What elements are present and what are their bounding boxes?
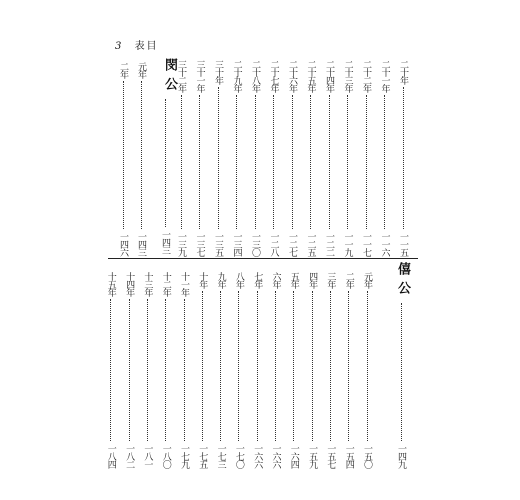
toc-page-ref: 一八〇 [160,444,171,468]
toc-year-label: 二十四年 [324,60,334,92]
dot-leader [184,299,185,441]
dot-leader [275,291,276,441]
toc-entry [118,62,128,256]
dot-leader [330,291,331,441]
toc-year-label: 十三年 [142,272,153,296]
dot-leader [292,95,293,229]
toc-entry [124,272,134,468]
toc-page-ref: 一三四 [231,232,242,256]
toc-entry [325,272,335,468]
toc-page-ref: 一六六 [252,444,263,468]
dot-leader [110,299,111,441]
toc-entry [306,60,316,256]
toc-entry [307,272,317,468]
toc-entry [142,272,152,468]
toc-entry [213,60,223,256]
toc-year-label: 元年 [362,272,372,288]
toc-year-label: 二十五年 [305,60,316,92]
toc-page-ref: 一四三 [136,232,146,256]
dot-leader [348,291,349,441]
dot-leader [310,95,311,229]
dot-leader [329,95,330,229]
toc-entry [136,62,146,256]
dot-leader [141,81,142,229]
toc-year-label: 九年 [215,272,226,288]
toc-year-label: 十五年 [105,272,116,296]
toc-page-ref: 一八一 [142,444,153,468]
dot-leader [367,291,368,441]
toc-page-ref: 一一五 [398,232,408,256]
toc-year-label: 三十一年 [194,60,205,92]
toc-year-label: 八年 [233,272,244,288]
toc-year-label: 二十六年 [287,60,297,92]
dot-leader [165,99,166,227]
toc-year-label: 五年 [288,272,299,288]
section-title-xi: 僖公 [395,262,410,300]
toc-page-ref: 一二五 [305,232,316,256]
toc-page-ref: 一七三 [215,444,226,468]
toc-entry [252,272,262,468]
toc-page-ref: 一三五 [213,232,223,256]
toc-entry [161,272,171,468]
toc-entry [179,272,189,468]
toc-entry [106,272,116,468]
dot-leader [293,291,294,441]
toc-page-ref: 一五四 [343,444,354,468]
toc-entry [362,272,372,468]
toc-entry [287,60,297,256]
toc-page-ref: 一五七 [325,444,336,468]
dot-leader [366,95,367,229]
dot-leader [347,95,348,229]
toc-entry [269,60,279,256]
dot-leader [129,299,130,441]
toc-page-ref: 一二二 [324,232,334,256]
toc-year-label: 十一年 [179,272,189,296]
toc-entry [232,60,242,256]
dot-leader [238,291,239,441]
dot-leader [181,95,182,229]
dot-leader [123,81,124,229]
toc-page-ref: 一三七 [194,232,205,256]
toc-entry [216,272,226,468]
toc-entry [344,272,354,468]
toc-year-label: 十四年 [124,272,135,296]
toc-page-ref: 一七〇 [233,444,244,468]
dot-leader [199,95,200,229]
page-number: 3 [115,41,124,52]
section-divider [108,258,418,259]
toc-entry [271,272,281,468]
dot-leader [220,291,221,441]
toc-page-ref: 一三〇 [250,232,260,256]
toc-page-ref: 一八二 [124,444,135,468]
toc-page-ref: 一七五 [197,444,208,468]
toc-year-label: 二十一年 [379,60,390,92]
toc-year-label: 元年 [136,62,146,78]
toc-page-ref: 一六四 [288,444,299,468]
toc-year-label: 二十八年 [250,60,260,92]
toc-page-ref: 一五〇 [362,444,372,468]
toc-year-label: 十二年 [160,272,171,296]
dot-leader [236,95,237,229]
toc-page-ref: 一四九 [396,444,406,468]
toc-year-label: 二十七年 [268,60,279,92]
dot-leader [273,95,274,229]
toc-page-ref: 一七九 [179,444,189,468]
section-min-leader [160,96,170,254]
toc-page-ref: 一六六 [270,444,281,468]
toc-page-ref: 一二七 [287,232,297,256]
dot-leader [218,87,219,229]
toc-entry [197,272,207,468]
toc-entry [361,60,371,256]
page-header [115,37,159,52]
toc-entry [289,272,299,468]
toc-year-label: 六年 [270,272,281,288]
toc-page-ref: 一一七 [361,232,371,256]
toc-year-label: 二年 [343,272,354,288]
toc-year-label: 三十年 [213,60,223,84]
dot-leader [403,87,404,229]
toc-entry [398,60,408,256]
toc-entry [195,60,205,256]
toc-entry [234,272,244,468]
toc-entry [250,60,260,256]
toc-page-ref: 一四六 [118,232,128,256]
toc-year-label: 二十年 [398,60,408,84]
dot-leader [147,299,148,441]
toc-page-ref: 一五九 [307,444,318,468]
toc-year-label: 三年 [325,272,336,288]
toc-year-label: 二年 [118,62,128,78]
dot-leader [255,95,256,229]
dot-leader [257,291,258,441]
toc-year-label: 二十九年 [231,60,242,92]
dot-leader [384,95,385,229]
toc-page-ref: 一三九 [176,232,186,256]
toc-entry [324,60,334,256]
page-title: 表目 [134,41,159,52]
toc-page-ref: 一一九 [342,232,353,256]
toc-page-ref: 一四三 [160,230,170,254]
toc-year-label: 三十二年 [176,60,186,92]
dot-leader [312,291,313,441]
toc-year-label: 二十二年 [361,60,371,92]
toc-entry [380,60,390,256]
section-title-min: 閔公 [162,58,177,96]
toc-year-label: 二十三年 [342,60,353,92]
toc-year-label: 四年 [307,272,318,288]
toc-entry [343,60,353,256]
toc-year-label: 十年 [197,272,208,288]
toc-page-ref: 一二八 [268,232,279,256]
toc-year-label: 七年 [252,272,263,288]
toc-page-ref: 一一六 [379,232,390,256]
section-xi-leader [396,300,406,468]
toc-page-ref: 一八四 [105,444,116,468]
dot-leader [165,299,166,441]
dot-leader [401,303,402,441]
dot-leader [202,291,203,441]
